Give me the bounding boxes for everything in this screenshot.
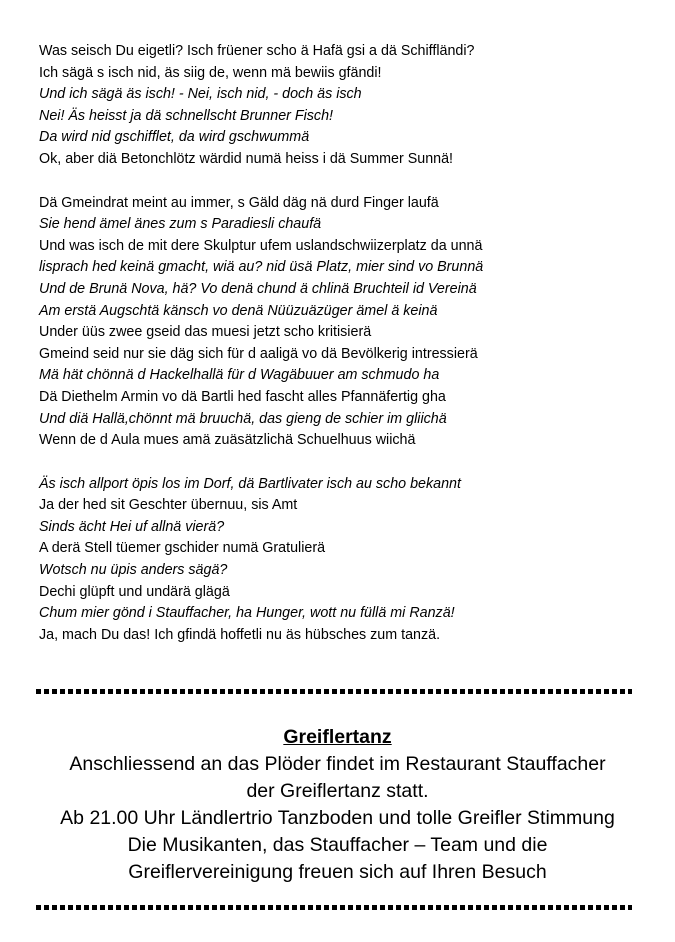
announcement-line: Die Musikanten, das Stauffacher – Team und die (127, 834, 548, 856)
poem-line: Wotsch nu üpis anders sägä? (39, 562, 228, 579)
poem-line: Nei! Äs heisst ja dä schnellscht Brunner Fisch! (39, 107, 334, 124)
poem-line: Da wird nid gschifflet, da wird gschwummä (39, 129, 310, 146)
poem-stanza (39, 193, 659, 452)
poem-line: Ja der hed sit Geschter übernuu, sis Amt (39, 497, 298, 514)
poem-line: Am erstä Augschtä känsch vo denä Nüüzuäzüger ämel ä keinä (39, 302, 438, 319)
poem-line: Under üüs zwee gseid das muesi jetzt scho kritisierä (39, 324, 372, 341)
poem-line: Äs isch allport öpis los im Dorf, dä Bartlivater isch au scho bekannt (39, 475, 461, 492)
poem-line: Gmeind seid nur sie däg sich für d aaligä vo dä Bevölkerig intressierä (39, 345, 478, 362)
poem-line: Dä Diethelm Armin vo dä Bartli hed fascht alles Pfannäfertig gha (39, 388, 446, 405)
poem-line: Dä Gmeindrat meint au immer, s Gäld däg nä durd Finger laufä (39, 194, 439, 211)
poem-stanza (39, 474, 659, 647)
announcement-line: Greiflervereinigung freuen sich auf Ihren Besuch (128, 861, 547, 883)
announcement (0, 724, 675, 886)
poem-line: Ok, aber diä Betonchlötz wärdid numä heiss i dä Summer Sunnä! (39, 150, 454, 167)
poem-line: Und de Brunä Nova, hä? Vo denä chund ä chlinä Bruchteil id Vereinä (39, 280, 477, 297)
poem-line: Und ich sägä äs isch! - Nei, isch nid, - doch äs isch (39, 86, 362, 103)
poem-line: Und was isch de mit dere Skulptur ufem uslandschwiizerplatz da unnä (39, 237, 483, 254)
poem-line: lisprach hed keinä gmacht, wiä au? nid üsä Platz, mier sind vo Brunnä (39, 259, 484, 276)
poem-line: Sie hend ämel änes zum s Paradiesli chaufä (39, 216, 322, 233)
poem-line: Wenn de d Aula mues amä zuäsätzlichä Schuelhuus wiichä (39, 432, 416, 449)
poem-line: A derä Stell tüemer gschider numä Gratulierä (39, 540, 326, 557)
announcement-title: Greiflertanz (283, 726, 392, 748)
poem-line: Sinds ächt Hei uf allnä vierä? (39, 518, 225, 535)
poem-line: Mä hät chönnä d Hackelhallä für d Wagäbuuer am schmudo ha (39, 367, 440, 384)
poem-line: Was seisch Du eigetli? Isch früener scho ä Hafä gsi a dä Schiffländi? (39, 43, 475, 59)
poem-line: Und diä Hallä,chönnt mä bruuchä, das gieng de schier im gliichä (39, 410, 447, 427)
announcement-line: der Greiflertanz statt. (246, 780, 429, 802)
dotted-divider-bottom (36, 905, 632, 910)
announcement-line: Ab 21.00 Uhr Ländlertrio Tanzboden und tolle Greifler Stimmung (60, 807, 615, 829)
poem-stanza (39, 41, 659, 171)
poem-line: Ja, mach Du das! Ich gfindä hoffetli nu äs hübsches zum tanzä. (39, 626, 441, 643)
poem (39, 41, 659, 668)
poem-line: Dechi glüpft und undärä glägä (39, 583, 230, 600)
poem-line: Ich sägä s isch nid, äs siig de, wenn mä bewiis gfändi! (39, 64, 382, 81)
announcement-line: Anschliessend an das Plöder findet im Restaurant Stauffacher (69, 753, 606, 775)
dotted-divider-top (36, 689, 632, 694)
poem-line: Chum mier gönd i Stauffacher, ha Hunger, wott nu füllä mi Ranzä! (39, 605, 455, 622)
